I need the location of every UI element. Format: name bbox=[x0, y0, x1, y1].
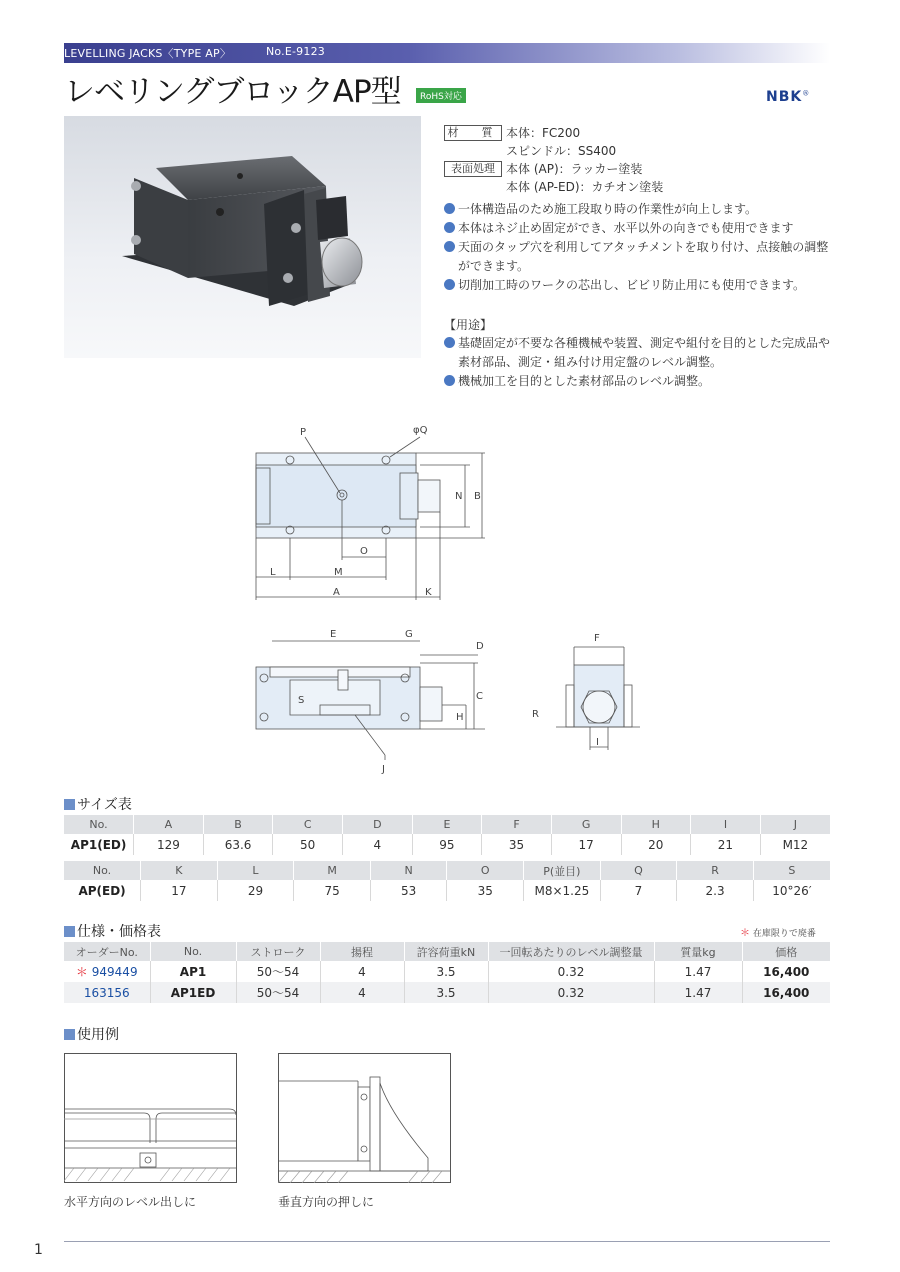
cell: 4 bbox=[320, 961, 404, 982]
surface-ap: 本体 (AP)：ラッカー塗装 bbox=[506, 162, 643, 176]
col-header: No. bbox=[150, 942, 236, 961]
cell: AP1 bbox=[150, 961, 236, 982]
cell: 7 bbox=[600, 880, 677, 901]
cell: 50～54 bbox=[236, 982, 320, 1003]
cell: 1.47 bbox=[654, 982, 742, 1003]
col-header: G bbox=[551, 815, 621, 834]
dim-label-phiQ: φQ bbox=[413, 425, 428, 436]
rohs-badge: RoHS対応 bbox=[416, 88, 466, 103]
series-name: LEVELLING JACKS〈TYPE AP〉 bbox=[64, 47, 232, 60]
cell: 17 bbox=[141, 880, 218, 901]
cell: AP(ED) bbox=[78, 883, 126, 898]
col-header: K bbox=[141, 861, 218, 880]
cell: 95 bbox=[412, 834, 482, 855]
cell: 53 bbox=[370, 880, 447, 901]
cell: 3.5 bbox=[404, 982, 488, 1003]
col-header: E bbox=[412, 815, 482, 834]
order-number: ＊ 949449 bbox=[75, 965, 138, 979]
cell: 17 bbox=[551, 834, 621, 855]
col-header: M bbox=[294, 861, 371, 880]
cell: 35 bbox=[482, 834, 552, 855]
examples-title: 使用例 bbox=[64, 1024, 119, 1044]
dim-label-B: B bbox=[474, 491, 481, 502]
dim-label-O: O bbox=[360, 546, 368, 557]
dim-label-P: P bbox=[300, 427, 307, 438]
material-row bbox=[444, 124, 834, 142]
col-header: H bbox=[621, 815, 691, 834]
dim-label-J: J bbox=[382, 764, 385, 775]
col-header: L bbox=[217, 861, 294, 880]
page-title: レベリングブロックAP型 bbox=[64, 74, 401, 110]
col-header: No. bbox=[64, 815, 134, 834]
col-header: 一回転あたりのレベル調整量 bbox=[488, 942, 654, 961]
example-caption-horizontal: 水平方向のレベル出しに bbox=[64, 1195, 197, 1209]
material-label: 材 質 bbox=[444, 125, 502, 141]
example-vertical bbox=[278, 1053, 451, 1187]
col-header: 質量kg bbox=[654, 942, 742, 961]
dim-label-H: H bbox=[456, 712, 464, 723]
col-header: N bbox=[370, 861, 447, 880]
cell: 2.3 bbox=[677, 880, 754, 901]
vertical-example-drawing bbox=[278, 1053, 451, 1183]
feature-item: 天面のタップ穴を利用してアタッチメントを取り付け、点接触の調整ができます。 bbox=[444, 238, 834, 276]
material-spindle: スピンドル：SS400 bbox=[506, 144, 617, 158]
cell: 16,400 bbox=[742, 982, 830, 1003]
col-header: 揚程 bbox=[320, 942, 404, 961]
dim-label-E: E bbox=[330, 629, 337, 640]
usage-item: 機械加工を目的とした素材部品のレベル調整。 bbox=[444, 372, 834, 391]
col-header: ストローク bbox=[236, 942, 320, 961]
square-icon bbox=[64, 799, 75, 810]
leveling-block-photo bbox=[64, 116, 421, 358]
dim-label-D: D bbox=[476, 641, 484, 652]
usage-list bbox=[444, 334, 834, 391]
table-row bbox=[64, 961, 830, 982]
usage-title: 【用途】 bbox=[444, 318, 493, 332]
surface-row bbox=[444, 160, 834, 178]
bullet-icon bbox=[444, 279, 455, 290]
surface-label: 表面処理 bbox=[444, 161, 502, 177]
page-number: 1 bbox=[34, 1242, 43, 1258]
dim-label-F: F bbox=[594, 633, 600, 644]
dim-label-A: A bbox=[333, 587, 340, 598]
col-header: J bbox=[760, 815, 830, 834]
cell: AP1ED bbox=[150, 982, 236, 1003]
usage-item: 基礎固定が不要な各種機械や装置、測定や組付を目的とした完成品や素材部品、測定・組み付け用定盤のレベル調整。 bbox=[444, 334, 834, 372]
technical-drawing bbox=[0, 415, 900, 775]
bullet-icon bbox=[444, 337, 455, 348]
feature-item: 一体構造品のため施工段取り時の作業性が向上します。 bbox=[444, 200, 834, 219]
col-header: 価格 bbox=[742, 942, 830, 961]
horizontal-example-drawing bbox=[64, 1053, 237, 1183]
col-header: F bbox=[482, 815, 552, 834]
price-table bbox=[64, 942, 830, 1003]
cell: 35 bbox=[447, 880, 524, 901]
size-table-1 bbox=[64, 815, 830, 855]
col-header: A bbox=[134, 815, 204, 834]
cell: 21 bbox=[691, 834, 761, 855]
size-table-2 bbox=[64, 861, 830, 901]
dim-label-G: G bbox=[405, 629, 413, 640]
dim-label-M: M bbox=[334, 567, 343, 578]
header-bar bbox=[64, 43, 830, 63]
surface-aped: 本体 (AP-ED)：カチオン塗装 bbox=[506, 180, 664, 194]
catalog-number: No.E-9123 bbox=[266, 45, 325, 58]
cell: 29 bbox=[217, 880, 294, 901]
dim-label-L: L bbox=[270, 567, 276, 578]
brand-logo: NBK® bbox=[766, 89, 811, 105]
col-header: オーダーNo. bbox=[64, 942, 150, 961]
dim-label-C: C bbox=[476, 691, 483, 702]
col-header: I bbox=[691, 815, 761, 834]
cell: 0.32 bbox=[488, 961, 654, 982]
example-caption-vertical: 垂直方向の押しに bbox=[278, 1195, 375, 1209]
col-header: C bbox=[273, 815, 343, 834]
col-header: No. bbox=[64, 861, 141, 880]
col-header: O bbox=[447, 861, 524, 880]
cell: 50～54 bbox=[236, 961, 320, 982]
discontinued-note: ＊ 在庫限りで廃番 bbox=[740, 928, 816, 939]
table-row bbox=[64, 880, 830, 901]
cell: 50 bbox=[273, 834, 343, 855]
cell: 129 bbox=[134, 834, 204, 855]
feature-item: 切削加工時のワークの芯出し、ビビリ防止用にも使用できます。 bbox=[444, 276, 834, 295]
col-header: Q bbox=[600, 861, 677, 880]
cell: 75 bbox=[294, 880, 371, 901]
footer-divider bbox=[64, 1241, 830, 1242]
cell: 4 bbox=[343, 834, 413, 855]
example-horizontal bbox=[64, 1053, 237, 1187]
order-number: 163156 bbox=[64, 982, 150, 1003]
price-table-title: 仕様・価格表 bbox=[64, 921, 161, 941]
feature-list bbox=[444, 200, 834, 295]
col-header: S bbox=[753, 861, 830, 880]
cell: 20 bbox=[621, 834, 691, 855]
cell: M8×1.25 bbox=[524, 880, 601, 901]
size-table-title: サイズ表 bbox=[64, 794, 132, 814]
dim-label-I: I bbox=[596, 737, 599, 748]
cell: 63.6 bbox=[203, 834, 273, 855]
dim-label-N: N bbox=[455, 491, 463, 502]
bullet-icon bbox=[444, 241, 455, 252]
col-header: B bbox=[203, 815, 273, 834]
feature-item: 本体はネジ止め固定ができ、水平以外の向きでも使用できます bbox=[444, 219, 834, 238]
material-body: 本体：FC200 bbox=[506, 126, 581, 140]
cell: 10°26′ bbox=[753, 880, 830, 901]
cell: M12 bbox=[760, 834, 830, 855]
col-header: P(並目) bbox=[524, 861, 601, 880]
cell: 1.47 bbox=[654, 961, 742, 982]
cell: 4 bbox=[320, 982, 404, 1003]
col-header: R bbox=[677, 861, 754, 880]
cell: 16,400 bbox=[742, 961, 830, 982]
cell: AP1(ED) bbox=[70, 837, 127, 852]
dim-label-S: S bbox=[298, 695, 305, 706]
table-row bbox=[64, 982, 830, 1003]
col-header: D bbox=[343, 815, 413, 834]
square-icon bbox=[64, 1029, 75, 1040]
cell: 3.5 bbox=[404, 961, 488, 982]
square-icon bbox=[64, 926, 75, 937]
bullet-icon bbox=[444, 375, 455, 386]
bullet-icon bbox=[444, 222, 455, 233]
cell: 0.32 bbox=[488, 982, 654, 1003]
dim-label-R: R bbox=[532, 709, 539, 720]
bullet-icon bbox=[444, 203, 455, 214]
col-header: 許容荷重kN bbox=[404, 942, 488, 961]
dim-label-K: K bbox=[425, 587, 432, 598]
spec-block bbox=[444, 124, 834, 196]
table-row bbox=[64, 834, 830, 855]
product-photo bbox=[64, 116, 421, 358]
